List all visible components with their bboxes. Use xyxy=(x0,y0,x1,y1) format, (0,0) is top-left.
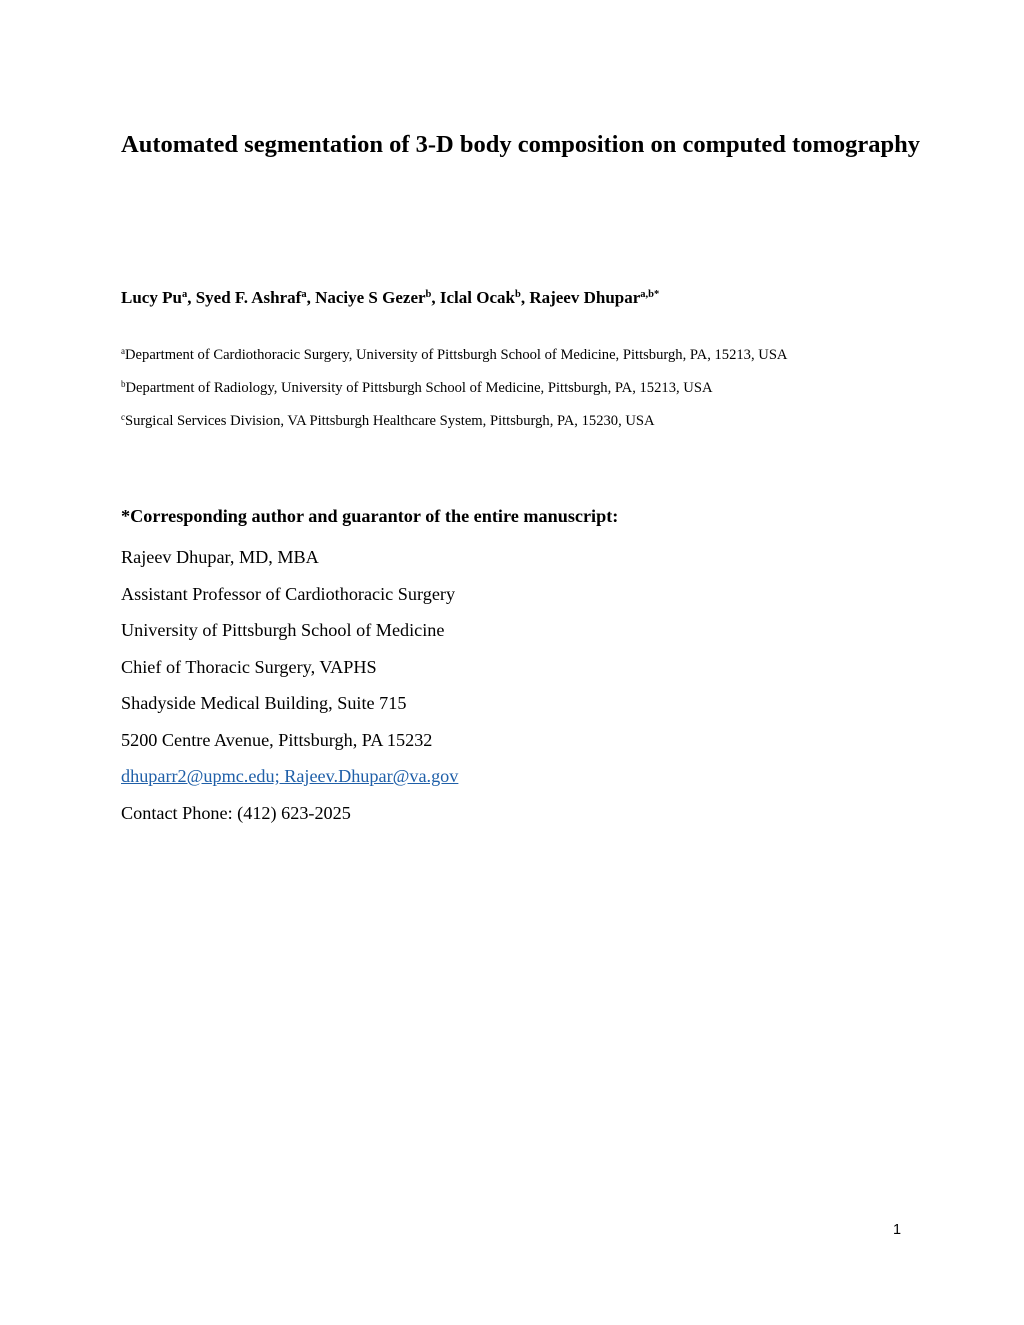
affiliation-b xyxy=(121,378,712,398)
author-affiliation-mark: a,b* xyxy=(640,289,660,300)
paper-title: Automated segmentation of 3-D body composition on computed tomography xyxy=(121,131,920,158)
affiliation-mark: b xyxy=(121,379,126,389)
author-separator: , xyxy=(187,288,196,307)
author-name: Naciye S Gezer xyxy=(315,288,426,307)
author-name: Lucy Pu xyxy=(121,288,182,307)
affiliation-text: Surgical Services Division, VA Pittsburgh Healthcare System, Pittsburgh, PA, 15230, USA xyxy=(125,413,655,429)
author-email-line xyxy=(121,758,458,795)
author-name: Rajeev Dhupar xyxy=(529,288,641,307)
affiliation-mark: c xyxy=(121,412,125,422)
author-affiliation-mark: b xyxy=(425,289,432,300)
author-separator: , xyxy=(520,288,530,307)
author-address-line: 5200 Centre Avenue, Pittsburgh, PA 15232 xyxy=(121,729,433,750)
affiliation-text: Department of Cardiothoracic Surgery, University of Pittsburgh School of Medicine, Pittsburgh, PA, 15213, USA xyxy=(125,347,788,363)
author-separator: , xyxy=(306,288,316,307)
author-phone-line: Contact Phone: (412) 623-2025 xyxy=(121,802,351,823)
author-name: Syed F. Ashraf xyxy=(195,288,302,307)
affiliation-a xyxy=(121,345,787,365)
affiliation-c xyxy=(121,411,655,431)
page-number: 1 xyxy=(893,1222,902,1238)
author-affiliation-mark: a xyxy=(181,289,188,300)
author-role-line: Chief of Thoracic Surgery, VAPHS xyxy=(121,656,377,677)
email-link[interactable]: dhuparr2@upmc.edu; Rajeev.Dhupar@va.gov xyxy=(121,766,459,786)
author-institution-line: University of Pittsburgh School of Medicine xyxy=(121,620,445,640)
author-separator: , xyxy=(431,288,440,307)
author-list xyxy=(121,286,659,310)
corresponding-author-heading: *Corresponding author and guarantor of the entire manuscript: xyxy=(121,506,619,526)
author-name-line: Rajeev Dhupar, MD, MBA xyxy=(121,547,319,567)
corresponding-author-details xyxy=(121,539,458,831)
author-position-line: Assistant Professor of Cardiothoracic Surgery xyxy=(121,583,456,604)
author-building-line: Shadyside Medical Building, Suite 715 xyxy=(121,693,407,713)
author-name: Iclal Ocak xyxy=(439,288,515,307)
author-affiliation-mark: b xyxy=(514,289,521,300)
affiliation-text: Department of Radiology, University of Pittsburgh School of Medicine, Pittsburgh, PA, 15213, USA xyxy=(125,380,713,396)
author-affiliation-mark: a xyxy=(301,289,307,300)
affiliation-mark: a xyxy=(121,346,125,356)
